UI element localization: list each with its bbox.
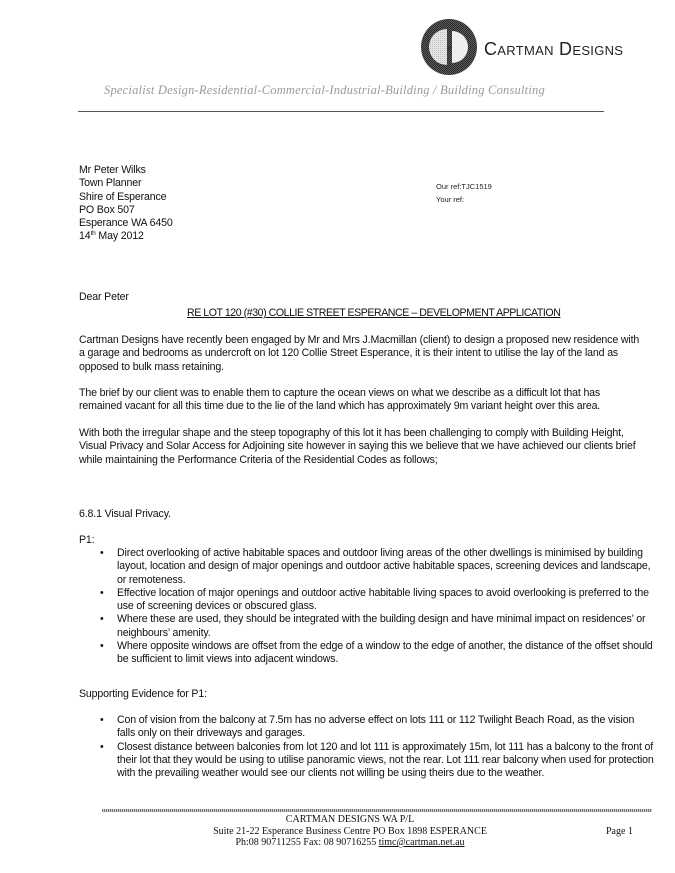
page-number: Page 1 (606, 826, 633, 837)
bullet-icon: • (100, 586, 104, 599)
your-reference: Your ref: (436, 195, 465, 204)
list-item (79, 714, 654, 741)
list-item-text: Con of vision from the balcony at 7.5m has no adverse effect on lots 111 or 112 Twilight Beach Road, as the vision falls only on their driveways and garages. (117, 714, 635, 740)
bullet-icon: • (100, 547, 104, 559)
letterhead-tagline: Specialist Design-Residential-Commercial-Industrial-Building / Building Consulting (104, 83, 545, 97)
recipient-organisation: Shire of Esperance (79, 190, 167, 203)
supporting-evidence-list (79, 714, 654, 780)
performance-criteria-label: P1: (79, 534, 95, 546)
list-item-text: Where these are used, they should be integrated with the building design and have minimal impact on residences’ or neighbours’ amenity. (117, 613, 646, 639)
list-item-text: Closest distance between balconies from lot 120 and lot 111 is approximately 15m, lot 111 has a balcony to the front of their lot that they would be using to utilise panoramic views, not the rear. Lot 111 rear balcony when used for protection with the prevailing weather would see our clients not willing be using theirs due to the weather. (117, 740, 654, 780)
bullet-icon: • (100, 640, 104, 653)
footer-phone-fax: Ph:08 90711255 Fax: 08 90716255 (235, 837, 379, 848)
recipient-po-box: PO Box 507 (79, 203, 135, 216)
footer-address: Suite 21-22 Esperance Business Centre PO Box 1898 ESPERANCE (213, 825, 487, 837)
list-item-text: Where opposite windows are offset from the edge of a window to the edge of another, the distance of the offset should be sufficient to limit views into adjacent windows. (117, 640, 653, 666)
our-reference: Our ref:TJC1519 (436, 182, 492, 191)
letter-date (79, 230, 173, 243)
list-item-text: Direct overlooking of active habitable spaces and outdoor living areas of the other dwellings is minimised by building layout, location and design of major openings and outdoor active habitable spaces, screening devices and landscape, or remoteness. (117, 547, 651, 586)
list-item (79, 613, 654, 640)
list-item (79, 640, 654, 667)
list-item (79, 547, 654, 587)
list-item (79, 587, 654, 614)
footer-divider (102, 809, 652, 812)
footer-email-link[interactable]: timc@cartman.net.au (378, 837, 465, 848)
performance-criteria-list (79, 547, 654, 667)
date-suffix: th (90, 230, 96, 238)
recipient-title: Town Planner (79, 177, 142, 190)
recipient-address (79, 164, 173, 244)
letterhead-logo (420, 18, 623, 76)
header-divider (78, 111, 604, 112)
body-paragraph: Cartman Designs have recently been engaged by Mr and Mrs J.Macmillan (client) to design a proposed new residence with a garage and bedrooms as undercroft on lot 120 Collie Street Esperance, it is their intent to utilise the lay of the land as opposed to bulk mass retaining. (79, 334, 640, 373)
date-day: 14 (79, 230, 91, 243)
footer-contact (100, 837, 600, 849)
recipient-city: Esperance WA 6450 (79, 217, 173, 230)
bullet-icon: • (100, 740, 104, 753)
supporting-evidence-label: Supporting Evidence for P1: (79, 688, 207, 700)
body-paragraph: The brief by our client was to enable them to capture the ocean views on what we describe as a difficult lot that has remained vacant for all this time due to the lie of the land which has approximately 9m variant height over this area. (79, 387, 601, 413)
section-heading: 6.8.1 Visual Privacy. (79, 508, 171, 520)
list-item (79, 741, 654, 781)
body-paragraph: With both the irregular shape and the steep topography of this lot it has been challenging to comply with Building Height, Visual Privacy and Solar Access for Adjoining site however in saying this we believe that we have achieved our clients brief while maintaining the Performance Criteria of the Residential Codes as follows; (79, 427, 636, 466)
date-month-year: May 2012 (95, 230, 144, 243)
salutation: Dear Peter (79, 291, 129, 303)
company-name: Cartman Designs (484, 38, 624, 59)
footer (100, 814, 600, 849)
bullet-icon: • (100, 714, 104, 726)
cartman-designs-logo-icon (420, 18, 478, 76)
bullet-icon: • (100, 613, 104, 626)
list-item-text: Effective location of major openings and outdoor active habitable living spaces to avoid overlooking is preferred to the use of screening devices or obscured glass. (117, 586, 649, 613)
recipient-name: Mr Peter Wilks (79, 164, 146, 176)
footer-company: CARTMAN DESIGNS WA P/L (285, 814, 415, 825)
subject-line: RE LOT 120 (#30) COLLIE STREET ESPERANCE – DEVELOPMENT APPLICATION (187, 307, 561, 319)
reference-block (436, 180, 492, 206)
